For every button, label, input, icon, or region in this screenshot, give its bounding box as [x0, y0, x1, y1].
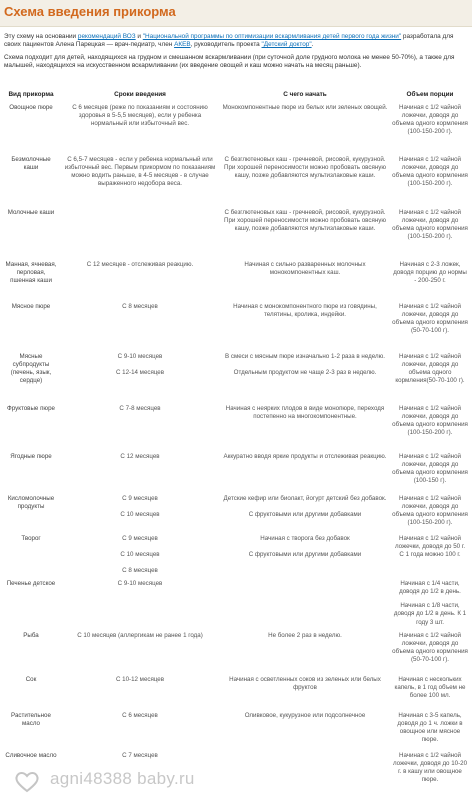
row-portion: Начиная с 2-3 ложек, доводя порцию до нормы - 200-250 г. — [393, 261, 467, 285]
intro-paragraph-2: Схема подходит для детей, находящихся на грудном и смешанном вскармливании (при суточной доле грудного молока не менее 50-70%), а также для малышей, находящихся на искусственном вскармливании (их введение овощей и каш можно начать на месяц раньше). — [4, 53, 455, 69]
row-timing — [60, 600, 220, 629]
cell-gap — [62, 559, 218, 567]
watermark — [6, 765, 306, 795]
row-timing: С 7 месяцев — [122, 751, 158, 759]
row-food-name: Творог — [21, 535, 41, 543]
row-food-name: Молочные каши — [7, 209, 55, 217]
row-food-name: Фруктовые пюре — [7, 405, 55, 413]
row-start — [220, 600, 390, 629]
row-food-name: Безмолочные каши — [11, 156, 51, 172]
row-timing-cell — [60, 533, 220, 578]
row-start: Монокомпонентные пюре из белых или зеленых овощей. — [222, 104, 388, 112]
header-timing: Сроки введения — [114, 91, 166, 98]
row-food-name — [2, 600, 60, 629]
table-row — [2, 403, 470, 451]
row-food-name: Растительное масло — [11, 711, 51, 727]
row-food-name: Печенье детское — [6, 580, 56, 588]
row-food-name: Мясное пюре — [11, 303, 51, 311]
row-food-name: Кисломолочные продукты — [7, 495, 55, 511]
row-start: Не более 2 раз в неделю. — [268, 631, 342, 639]
row-start-cell — [220, 493, 390, 533]
cell-gap — [62, 361, 218, 369]
table-row — [2, 301, 470, 351]
row-timing: С 6 месяцев (реже по показаниям и состоянию здоровья в 5-5,5 месяцев), если у ребенка нормальный или избыточный вес. — [72, 104, 208, 128]
row-food-name: Сок — [25, 675, 37, 683]
row-start: Начиная с неярких плодов в виде монопюре, переходя постепенно на многокомпонентные. — [225, 405, 385, 421]
akev-link[interactable]: АКЕВ — [174, 41, 191, 49]
cell-gap — [222, 361, 388, 369]
table-row — [2, 533, 470, 578]
intro-paragraph-1 — [4, 33, 468, 50]
table-row — [2, 493, 470, 533]
row-portion: Начиная с 1/2 чайной ложечки, доводя до объема одного кормления (50-70-100 г). — [392, 303, 468, 335]
row-start-cell — [220, 351, 390, 403]
row-portion: Начиная с нескольких капель, в 1 год объем не более 100 мл. — [394, 675, 466, 699]
row-start-cell — [220, 533, 390, 578]
intro-text-span: Эту схему на основании — [4, 33, 78, 40]
row-timing: С 6 месяцев — [122, 711, 158, 719]
row-start — [220, 578, 390, 600]
row-timing: С 9 месяцев — [122, 495, 158, 503]
heart-logo-icon — [14, 771, 40, 793]
row-timing: С 12 месяцев — [120, 453, 160, 461]
row-food-name: Рыба — [23, 631, 39, 639]
row-timing-cell — [60, 493, 220, 533]
row-start: С безглютеновых каш - гречневой, рисовой, кукурузной. При хорошей переносимости можно пробовать овсяную кашу, позже добавляются мультизлаковые каши. — [224, 209, 386, 233]
row-timing: С 9 месяцев — [122, 535, 158, 543]
row-food-name: Овощное пюре — [9, 104, 53, 112]
table-row — [2, 207, 470, 259]
table-row — [2, 578, 470, 600]
row-timing: С 10-12 месяцев — [115, 675, 165, 683]
row-start-secondary: Отдельным продуктом не чаще 2-3 раз в неделю. — [233, 369, 377, 377]
who-recommendations-link[interactable]: рекомендаций ВОЗ — [77, 33, 136, 40]
row-portion: Начиная с 1/2 чайной ложечки, доводя до объема одного кормления (50-70-100 г). — [392, 631, 468, 663]
cell-gap — [62, 503, 218, 511]
table-row — [2, 102, 470, 154]
row-portion: Начиная с 1/2 чайной ложечки, доводя до 10-20 г. в кашу или овощное пюре. — [392, 751, 468, 783]
row-start: Оливковое, кукурузное или подсолнечное — [244, 711, 366, 719]
row-start: Начиная с монокомпонентного пюре из говядины, телятины, кролика, индейки. — [233, 303, 377, 319]
row-timing: С 9-10 месяцев — [117, 353, 163, 361]
page-title: Схема введения прикорма — [4, 4, 176, 19]
row-portion: Начиная с 1/2 чайной ложечки, доводя до объема одного кормления(50-70-100 г). — [395, 353, 465, 385]
table-row — [2, 674, 470, 710]
row-start: В смеси с мясным пюре изначально 1-2 раза в неделю. — [225, 353, 385, 361]
national-program-link[interactable]: "Национальной программы по оптимизации вскармливания детей первого года жизни" — [142, 33, 402, 40]
intro-text-span: , руководитель проекта — [190, 41, 262, 49]
row-start: Начиная с сильно разваренных молочных монокомпонентных каш. — [244, 261, 366, 277]
row-start: Начиная с осветленных соков из зеленых или белых фруктов — [229, 675, 381, 691]
table-row — [2, 451, 470, 493]
row-food-name: Сливочное масло — [5, 751, 57, 759]
row-portion: Начиная с 1/2 чайной ложечки, доводя до 50 г. С 1 года можно 100 г. — [394, 535, 466, 559]
table-row — [2, 154, 470, 207]
row-portion: Начиная с 1/4 части, доводя до 1/2 в день. — [399, 580, 461, 596]
cell-gap — [222, 503, 388, 511]
watermark-text: agni48388 baby.ru — [50, 769, 195, 788]
cell-gap — [62, 543, 218, 551]
table-row — [2, 259, 470, 301]
table-row — [2, 630, 470, 674]
table-row — [2, 351, 470, 403]
row-timing-secondary: С 10 месяцев — [120, 511, 160, 519]
row-portion: Начиная с 1/2 чайной ложечки, доводя до объема одного кормления (100-150 г). — [392, 453, 468, 485]
header-start: С чего начать — [283, 91, 327, 98]
row-timing: С 6,5-7 месяцев - если у ребенка нормальный или избыточный вес. Первым прикормом по показаниям можно водить раньше, в 4-5 месяцев - в случае выраженного недобора веса. — [64, 156, 216, 188]
table-header-row — [2, 89, 470, 102]
header-portion: Объем порции — [406, 91, 454, 98]
row-timing — [60, 207, 220, 259]
row-start: Аккуратно вводя яркие продукты и отслеживая реакцию. — [223, 453, 387, 461]
row-start: С безглютеновых каш - гречневой, рисовой, кукурузной. При хорошей переносимости можно пробовать овсяную кашу, позже добавляются мультизлаковые каши. — [224, 156, 386, 180]
row-timing: С 8 месяцев — [122, 303, 158, 311]
row-portion: Начиная с 3-5 капель, доводя до 1 ч. ложки в овощное или мясное пюре. — [397, 711, 463, 743]
table-row — [2, 600, 470, 629]
row-start: Начиная с творога без добавок — [260, 535, 350, 543]
row-portion: Начиная с 1/8 части, доводя до 1/2 в день. К 1 году 3 шт. — [393, 602, 467, 626]
intro-text-span: разработала для своих пациентов Алена Парецкая — врач-педиатр, член — [4, 33, 454, 49]
row-portion: Начиная с 1/2 чайной ложечки, доводя до объема одного кормления (100-150-200 г). — [392, 495, 468, 527]
row-portion: Начиная с 1/2 чайной ложечки, доводя до объема одного кормления (100-150-200 г). — [392, 104, 468, 136]
row-food-name: Манная, ячневая, перловая, пшенная каши — [5, 261, 57, 285]
row-start: Детские кефир или биолакт, йогурт детский без добавок. — [223, 495, 387, 503]
row-timing-secondary: С 12-14 месяцев — [115, 369, 165, 377]
row-portion: Начиная с 1/2 чайной ложечки, доводя до объема одного кормления (100-150-200 г). — [392, 156, 468, 188]
row-start-secondary: С фруктовыми или другими добавками — [248, 551, 362, 559]
feeding-schedule-table — [2, 89, 470, 790]
intro-text-span: . — [311, 41, 314, 49]
row-start-secondary: С фруктовыми или другими добавками — [248, 511, 362, 519]
row-timing: С 12 месяцев - отслеживая реакцию. — [86, 261, 194, 269]
row-timing: С 9-10 месяцев — [117, 580, 163, 588]
title-bar — [0, 0, 472, 27]
cell-gap — [222, 543, 388, 551]
row-timing-cell — [60, 351, 220, 403]
row-timing: С 7-8 месяцев — [119, 405, 161, 413]
row-timing-tertiary: С 8 месяцев — [122, 567, 158, 575]
row-portion: Начиная с 1/2 чайной ложечки, доводя до объема одного кормления (100-150-200 г). — [392, 405, 468, 437]
intro-text-span: и — [135, 33, 143, 40]
row-portion: Начиная с 1/2 чайной ложечки, доводя до объема одного кормления (100-150-200 г). — [392, 209, 468, 241]
row-food-name: Ягодные пюре — [10, 453, 52, 461]
row-food-name: Мясные субпродукты (печень, язык, сердце) — [10, 353, 52, 385]
header-food-type: Вид прикорма — [8, 91, 54, 98]
row-timing: С 10 месяцев (аллергикам не ранее 1 года) — [77, 631, 203, 639]
intro-text — [4, 33, 468, 74]
detsky-doktor-link[interactable]: "Детский доктор" — [261, 41, 312, 49]
table-row — [2, 710, 470, 750]
row-timing-secondary: С 10 месяцев — [120, 551, 160, 559]
